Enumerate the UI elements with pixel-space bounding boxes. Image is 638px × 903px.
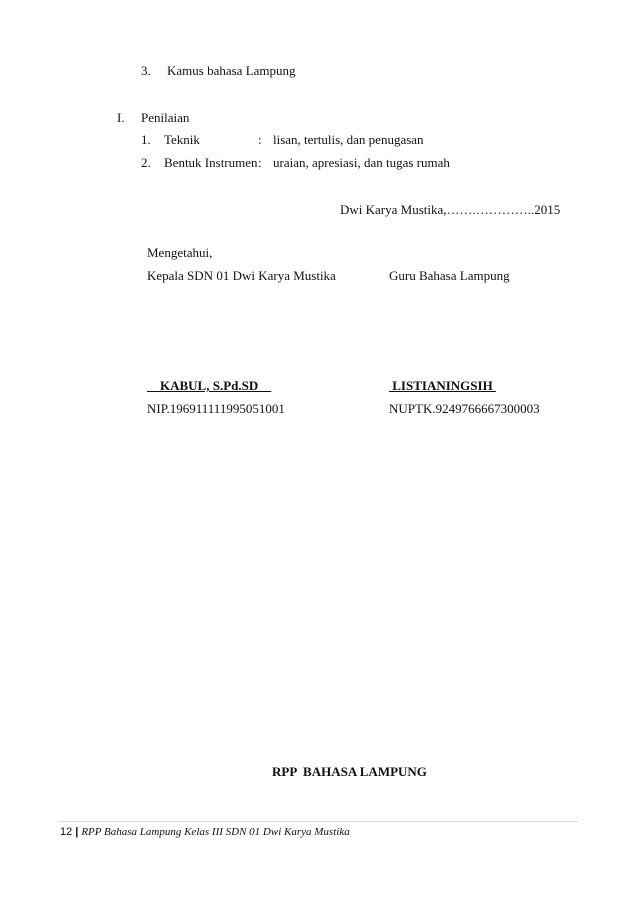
principal-id-number: NIP.196911111995051001 (147, 401, 285, 416)
teacher-role: Guru Bahasa Lampung (389, 268, 510, 283)
page-number: 12 (60, 826, 73, 838)
principal-role: Kepala SDN 01 Dwi Karya Mustika (147, 268, 336, 283)
assessment-item-2-colon: : (258, 155, 262, 170)
assessment-item-2-value: uraian, apresiasi, dan tugas rumah (273, 155, 450, 170)
page-footer (60, 826, 350, 838)
resource-item-3-text: Kamus bahasa Lampung (167, 63, 296, 78)
assessment-item-1-value: lisan, tertulis, dan penugasan (273, 132, 424, 147)
closing-title: RPP BAHASA LAMPUNG (272, 764, 427, 779)
footer-document-title: RPP Bahasa Lampung Kelas III SDN 01 Dwi Karya Mustika (81, 826, 350, 838)
place-date-line: Dwi Karya Mustika,…….…………..2015 (340, 202, 561, 217)
assessment-item-1-number: 1. (141, 132, 151, 147)
section-i-letter: I. (117, 110, 125, 125)
resource-item-3-number: 3. (141, 63, 151, 78)
section-i-title: Penilaian (141, 110, 190, 125)
assessment-item-1-colon: : (258, 132, 262, 147)
teacher-name: LISTIANINGSIH (389, 378, 496, 393)
teacher-id-number: NUPTK.9249766667300003 (389, 401, 540, 416)
assessment-item-1-label: Teknik (164, 132, 200, 147)
acknowledged-label: Mengetahui, (147, 245, 213, 260)
assessment-item-2-label: Bentuk Instrumen (164, 155, 258, 170)
footer-divider (58, 821, 578, 822)
assessment-item-2-number: 2. (141, 155, 151, 170)
principal-name: KABUL, S.Pd.SD (147, 378, 272, 393)
footer-separator: | (75, 826, 79, 838)
